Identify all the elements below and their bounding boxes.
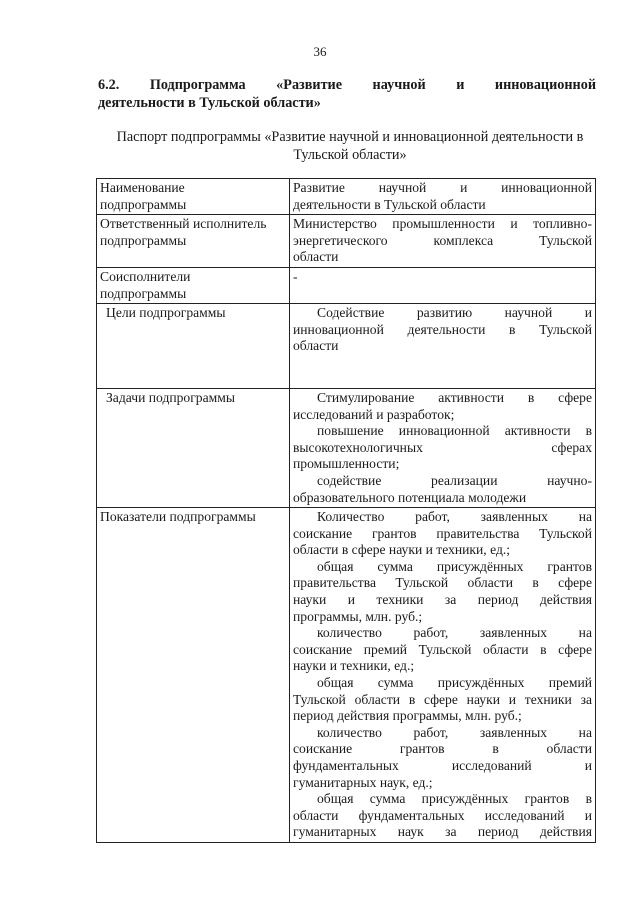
value-line: области [293,249,339,265]
row-name-line: Задачи подпрограммы [106,389,235,405]
row-name-cell [97,179,290,215]
value-line: гуманитарных наук за период действия [293,824,592,840]
value-line: количество работ, заявленных на [317,724,592,740]
value-line: количество работ, заявленных на [317,625,592,641]
value-line: Содействие развитию научной и [317,305,592,321]
value-line: соискание грантов в области [293,741,592,757]
value-line: Количество работ, заявленных на [317,509,592,525]
passport-title-line-1: Паспорт подпрограммы «Развитие научной и инновационной деятельности в [116,129,584,145]
value-line: энергетического комплекса Тульской [293,232,592,248]
row-name-cell [97,215,290,268]
row-value-cell [290,508,596,843]
cell-spacer [293,371,592,387]
value-line: повышение инновационной активности в [317,423,592,439]
row-name-cell [97,388,290,507]
row-name-line: Показатели подпрограммы [100,509,256,525]
value-line: период действия программы, млн. руб.; [293,708,522,724]
value-line: инновационной деятельности в Тульской [293,321,592,337]
row-value-cell [290,267,596,303]
table-row [97,215,596,268]
row-name-line: подпрограммы [100,196,187,212]
passport-table [96,178,596,843]
cell-spacer [293,355,592,371]
table-row [97,304,596,389]
passport-title [96,128,604,164]
row-name-line: подпрограммы [100,232,187,248]
row-name-cell [97,304,290,389]
value-line: области [293,338,339,354]
row-name-line: подпрограммы [100,285,187,301]
value-line: науки и техники за период действия [293,592,592,608]
row-value-cell [290,215,596,268]
value-line: фундаментальных исследований и [293,758,592,773]
value-line: соискание премий Тульской области в сфере [293,641,592,657]
table-row [97,267,596,303]
value-line: общая сумма присуждённых грантов в [317,791,592,807]
section-heading-line-1: 6.2. Подпрограмма «Развитие научной и инновационной [98,77,596,93]
value-line: соискание грантов правительства Тульской [293,525,592,541]
value-line: области в сфере науки и техники, ед.; [293,542,511,558]
value-line: общая сумма присуждённых премий [317,675,592,691]
value-line: образовательного потенциала молодежи [293,489,527,505]
value-line: Министерство промышленности и топливно- [293,216,592,232]
row-value-cell [290,304,596,389]
value-line: исследований и разработок; [293,406,455,422]
row-value-cell [290,179,596,215]
row-name-cell [97,508,290,843]
page-number: 36 [313,44,327,59]
section-heading-line-2: деятельности в Тульской области» [98,95,321,111]
value-line: Развитие научной и инновационной [293,180,592,195]
passport-title-line-2: Тульской области» [293,147,407,163]
row-name-cell [97,267,290,303]
value-line: Тульской области в сфере науки и техники за [293,691,592,707]
value-line: промышленности; [293,456,400,472]
value-line: гуманитарных наук, ед.; [293,774,433,790]
table-row [97,179,596,215]
value-line: программы, млн. руб.; [293,608,423,624]
value-line: общая сумма присуждённых грантов [317,558,592,574]
row-name-line: Ответственный исполнитель [100,216,267,232]
value-line: - [293,268,298,284]
row-name-line: Цели подпрограммы [106,305,226,321]
value-line: деятельности в Тульской области [293,196,486,212]
value-line: Стимулирование активности в сфере [317,389,592,405]
row-name-line: Соисполнители [100,268,191,284]
table-row [97,388,596,507]
value-line: области фундаментальных исследований и [293,807,592,823]
row-name-line: Наименование [100,180,185,195]
section-heading [98,76,596,112]
value-line: содействие реализации научно- [317,472,592,488]
table-row [97,508,596,843]
value-line: науки и техники, ед.; [293,658,415,674]
value-line: правительства Тульской области в сфере [293,575,592,591]
row-value-cell [290,388,596,507]
value-line: высокотехнологичных сферах [293,439,592,455]
